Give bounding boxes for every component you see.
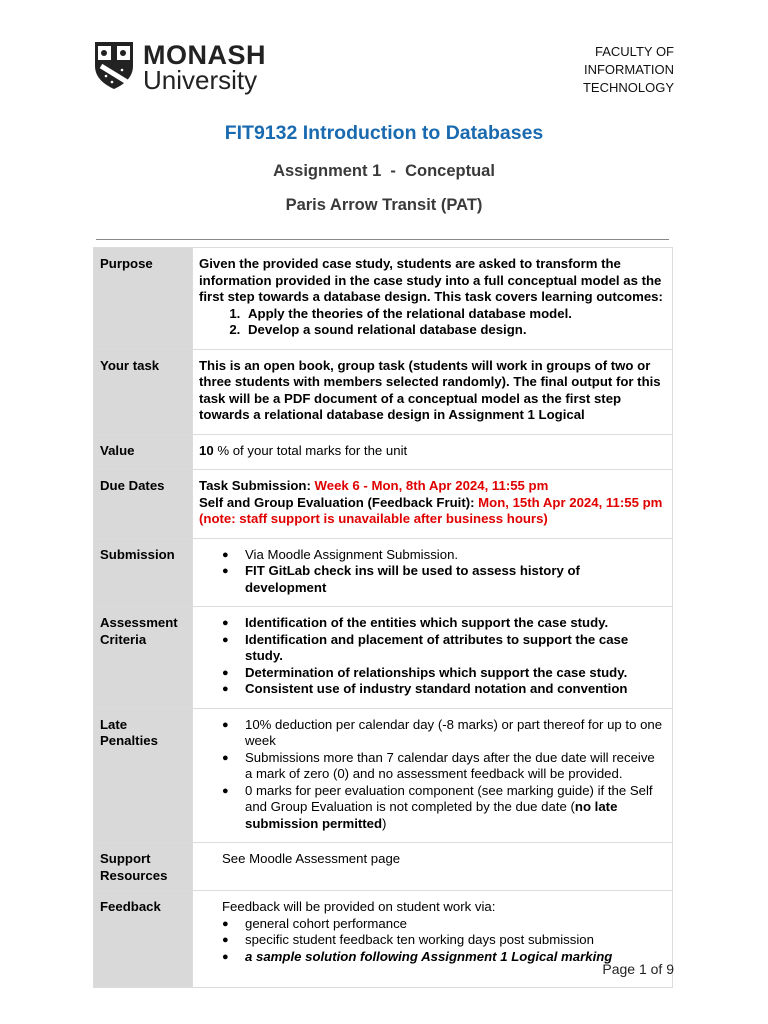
- monash-logo: [93, 40, 273, 95]
- page-number: Page 1 of 9: [602, 961, 674, 977]
- row-label: Support Resources: [94, 843, 193, 891]
- purpose-text: Given the provided case study, students are asked to transform the information provided in the case study into a full conceptual model as the first step towards a database design. This task covers learning outcomes:: [199, 256, 663, 304]
- row-content: [193, 607, 673, 709]
- list-item: ● general cohort performance: [245, 916, 664, 933]
- row-label: Value: [94, 434, 193, 470]
- feedback-list: [199, 916, 664, 966]
- row-content: [193, 470, 673, 539]
- monash-crest-icon: [93, 40, 135, 90]
- list-item: ● specific student feedback ten working days post submission: [245, 932, 664, 949]
- due-dates-row: [94, 470, 673, 539]
- list-item: ● Identification and placement of attributes to support the case study.: [245, 632, 664, 665]
- feedback-intro: Feedback will be provided on student work via:: [222, 899, 496, 914]
- unit-title: FIT9132 Introduction to Databases: [224, 122, 544, 144]
- case-study-title: Paris Arrow Transit (PAT): [285, 196, 483, 214]
- list-item: ● 10% deduction per calendar day (-8 marks) or part thereof for up to one week: [245, 717, 664, 750]
- submission-row: [94, 538, 673, 607]
- evaluation-label: Self and Group Evaluation (Feedback Fruit):: [199, 494, 479, 510]
- row-label: Assessment Criteria: [94, 607, 193, 709]
- peer-penalty-text: 0 marks for peer evaluation component (see marking guide) if the Self and Group Evaluation is not completed by the due date (: [245, 782, 653, 814]
- list-item: ● Submissions more than 7 calendar days after the due date will receive a mark of zero (0) and no assessment feedback will be provided.: [245, 750, 664, 783]
- support-resources-row: [94, 843, 673, 891]
- support-text: See Moodle Assessment page: [222, 851, 401, 866]
- list-item: 1. Apply the theories of the relational database model.: [244, 306, 664, 323]
- row-label: Your task: [94, 349, 193, 434]
- value-row: [94, 434, 673, 470]
- purpose-row: [94, 248, 673, 350]
- faculty-line: INFORMATION: [583, 62, 674, 77]
- row-content: [193, 434, 673, 470]
- row-content: [193, 248, 673, 350]
- task-submission-label: Task Submission:: [199, 478, 315, 493]
- feedback-row: [94, 891, 673, 988]
- row-label: Late Penalties: [94, 708, 193, 843]
- row-content: [193, 538, 673, 607]
- task-submission-date: Week 6 - Mon, 8th Apr 2024, 11:55 pm: [314, 478, 549, 493]
- staff-support-note: (note: staff support is unavailable after business hours): [199, 511, 548, 526]
- list-item: ● FIT GitLab check ins will be used to assess history of development: [245, 563, 664, 596]
- list-item: [245, 783, 664, 833]
- row-label: Due Dates: [94, 470, 193, 539]
- no-late-submission-text: no late submission permitted: [245, 799, 618, 831]
- assignment-title: Assignment 1 - Conceptual: [273, 162, 495, 180]
- row-content: [193, 708, 673, 843]
- list-item: 2. Develop a sound relational database design.: [244, 322, 664, 339]
- your-task-row: [94, 349, 673, 434]
- value-number: 10: [199, 442, 214, 458]
- faculty-line: TECHNOLOGY: [582, 80, 674, 95]
- faculty-line: FACULTY OF: [595, 44, 674, 59]
- row-content: [193, 891, 673, 988]
- logo-wordmark-monash: MONASH: [143, 40, 266, 70]
- late-penalties-row: [94, 708, 673, 843]
- submission-list: [199, 547, 664, 597]
- task-text: This is an open book, group task (students will work in groups of two or three students with members selected randomly). The final output for this task will be a PDF document of a conceptual model as the first step towards a relational database design in Assignment 1 Logical: [193, 349, 673, 434]
- list-item: ● Via Moodle Assignment Submission.: [245, 547, 664, 564]
- evaluation-date: Mon, 15th Apr 2024, 11:55 pm: [478, 494, 663, 510]
- learning-outcomes-list: [199, 306, 664, 339]
- list-item: ● a sample solution following Assignment 1 Logical marking: [245, 949, 664, 966]
- row-label: Submission: [94, 538, 193, 607]
- criteria-list: [199, 615, 664, 698]
- penalties-list: [199, 717, 664, 833]
- row-content: [193, 843, 673, 891]
- title-divider: [96, 239, 669, 240]
- list-item: ● Determination of relationships which support the case study.: [245, 665, 664, 682]
- assignment-info-table: [93, 247, 673, 988]
- assessment-criteria-row: [94, 607, 673, 709]
- faculty-name: [583, 43, 674, 97]
- logo-wordmark-university: University: [143, 65, 258, 95]
- row-label: Feedback: [94, 891, 193, 988]
- value-text: % of your total marks for the unit: [213, 442, 408, 458]
- row-label: Purpose: [94, 248, 193, 350]
- list-item: ● Consistent use of industry standard notation and convention: [245, 681, 664, 698]
- list-item: ● Identification of the entities which support the case study.: [245, 615, 664, 632]
- closing-paren: ): [382, 815, 387, 831]
